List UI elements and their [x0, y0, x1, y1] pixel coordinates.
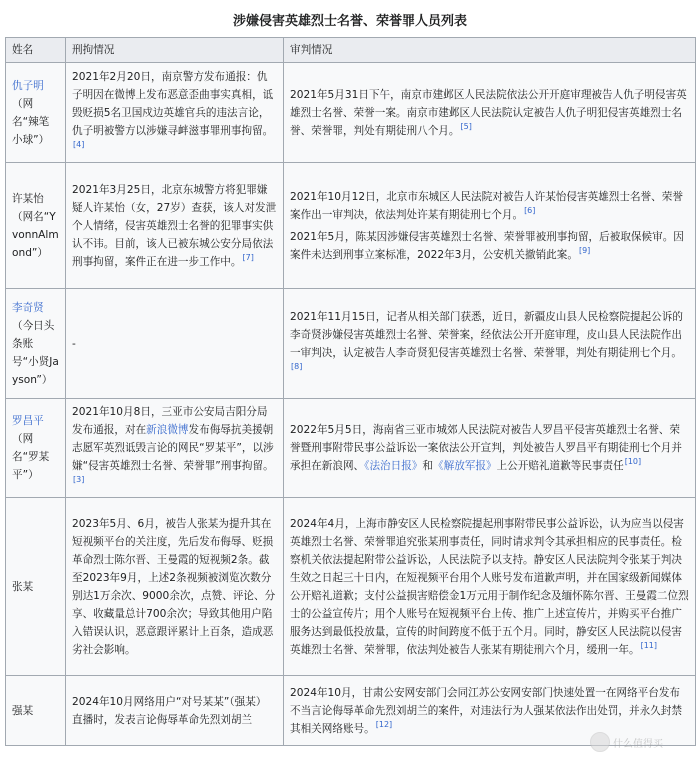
name-cell — [6, 498, 66, 676]
person-alias: （网名“辣笔小球”） — [12, 97, 50, 146]
watermark-logo-icon — [590, 732, 610, 752]
detention-text: 2023年5月、6月，被告人张某为提升其在短视频平台的关注度，先后发布侮辱、贬损革命烈士陈尔晋、王曼霞的短视频2条。截至2023年9月，上述2条视频被浏览次数分别达1万余次、9000余次，点赞、评论、分享、收藏量总计700余次；导致其他用户陷入错误认识，恶意跟评累计上百条，造成恶劣社会影响。 — [72, 517, 276, 656]
weibo-link[interactable]: 新浪微博 — [146, 424, 189, 436]
citation-link[interactable]: [7] — [242, 252, 254, 262]
detention-cell — [66, 289, 284, 399]
detention-text: 2021年3月25日，北京东城警方将犯罪嫌疑人许某怡（女，27岁）查获，该人对发泄个人情绪，侵害英雄烈士名誉的犯罪事实供认不讳。目前，该人已被东城公安分局依法刑事拘留，案件正在进一步工作中。 — [72, 183, 277, 268]
detention-text: 2024年10月网络用户“对号某某”（强某）直播时，发表言论侮辱革命先烈刘胡兰 — [72, 695, 267, 726]
trial-cell — [284, 289, 696, 399]
column-header-detention[interactable]: 刑拘情况 — [66, 38, 284, 63]
person-alias: 强某 — [12, 704, 34, 717]
person-link[interactable]: 李奇贤 — [12, 301, 44, 314]
trial-text: 2024年10月，甘肃公安网安部门会同江苏公安网安部门快速处置一在网络平台发布不当言论侮辱革命先烈刘胡兰的案件，对违法行为人强某依法作出处罚，并永久封禁其相关网络账号。[12] — [290, 686, 682, 735]
detention-cell — [66, 498, 284, 676]
person-alias: （网名“罗某平”） — [12, 433, 50, 481]
person-alias: 张某 — [12, 580, 34, 593]
citation-link[interactable]: [11] — [640, 640, 658, 650]
citation-link[interactable]: [3] — [73, 475, 85, 485]
citation-link[interactable]: [4] — [73, 139, 85, 149]
citation-link[interactable]: [5] — [460, 121, 472, 131]
trial-text: 2021年10月12日，北京市东城区人民法院对被告人许某怡侵害英雄烈士名誉、荣誉案作出一审判决，依法判处许某有期徒刑七个月。[6] — [290, 190, 683, 221]
persons-table — [5, 37, 696, 746]
person-link[interactable]: 仇子明 — [12, 79, 44, 92]
name-cell — [6, 399, 66, 498]
name-cell — [6, 676, 66, 746]
trial-cell — [284, 63, 696, 163]
trial-text: 2021年5月31日下午，南京市建邺区人民法院依法公开开庭审理被告人仇子明侵害英雄烈士名誉、荣誉一案。南京市建邺区人民法院认定被告人仇子明犯侵害英雄烈士名誉、荣誉罪，判处有期徒刑八个月。[5] — [290, 88, 687, 137]
column-header-name[interactable]: 姓名 — [6, 38, 66, 63]
jiefangjun-bao-link[interactable]: 《解放军报》 — [433, 460, 497, 472]
citation-link[interactable]: [9] — [578, 245, 591, 255]
person-alias: （今日头条账号“小贤Jayson”） — [12, 319, 59, 386]
name-cell — [6, 289, 66, 399]
detention-cell — [66, 676, 284, 746]
column-header-trial[interactable]: 审判情况 — [284, 38, 696, 63]
table-row — [6, 163, 696, 289]
table-row — [6, 498, 696, 676]
table-header-row — [6, 38, 696, 63]
citation-link[interactable]: [8] — [291, 361, 303, 371]
trial-text: 2021年11月15日，记者从相关部门获悉，近日，新疆皮山县人民检察院提起公诉的李奇贤涉嫌侵害英雄烈士名誉、荣誉案，经依法公开开庭审理，皮山县人民法院作出一审判决，认定被告人李奇贤犯侵害英雄烈士名誉、荣誉罪，判处有期徒刑七个月。[8] — [290, 310, 683, 371]
table-row — [6, 289, 696, 399]
trial-cell — [284, 498, 696, 676]
name-cell — [6, 163, 66, 289]
table-row — [6, 63, 696, 163]
detention-text: - — [72, 337, 76, 350]
citation-link[interactable]: [6] — [524, 205, 536, 215]
fazhi-ribao-link[interactable]: 《法治日报》 — [364, 460, 423, 472]
watermark — [590, 730, 694, 754]
detention-cell — [66, 163, 284, 289]
table-caption: 涉嫌侵害英雄烈士名誉、荣誉罪人员列表 — [232, 14, 467, 29]
table-row — [6, 399, 696, 498]
trial-text: 2021年5月，陈某因涉嫌侵害英雄烈士名誉、荣誉罪被刑事拘留，后被取保候审。因案件未达到刑事立案标准，2022年3月，公安机关撤销此案。[9] — [290, 230, 684, 261]
watermark-text: 什么值得买 — [613, 738, 663, 750]
citation-link[interactable]: [10] — [624, 457, 642, 467]
trial-cell — [284, 163, 696, 289]
name-cell — [6, 63, 66, 163]
person-alias: 许某怡（网名“YvonnAlmond”） — [12, 192, 59, 259]
trial-cell: 2022年5月5日，海南省三亚市城郊人民法院对被告人罗昌平侵害英雄烈士名誉、荣誉暨刑事附带民事公益诉讼一案依法公开宣判，判处被告人罗昌平有期徒刑七个月并承担在新浪网、《法治日报》和《解放军报》上公开赔礼道歉等民事责任[10] — [284, 399, 696, 498]
detention-text: 2021年2月20日，南京警方发布通报：仇子明因在微博上发布恶意歪曲事实真相，诋毁贬损5名卫国戍边英雄官兵的违法言论，仇子明被警方以涉嫌寻衅滋事罪刑事拘留。 — [72, 70, 274, 137]
citation-link[interactable]: [12] — [375, 719, 393, 729]
detention-cell: 2021年10月8日，三亚市公安局吉阳分局发布通报，对在新浪微博发布侮辱抗美援朝志愿军英烈诋毁言论的网民“罗某平”，以涉嫌“侵害英雄烈士名誉、荣誉罪”刑事拘留。[3] — [66, 399, 284, 498]
detention-cell — [66, 63, 284, 163]
person-link[interactable]: 罗昌平 — [12, 415, 44, 427]
trial-text: 2024年4月，上海市静安区人民检察院提起刑事附带民事公益诉讼，认为应当以侵害英雄烈士名誉、荣誉罪追究张某刑事责任，同时请求判令其承担相应的民事责任。检察机关依法提起附带公益诉讼，人民法院予以支持。静安区人民法院判令张某于判决生效之日起三十日内，在短视频平台用个人账号发布道歉声明，并在国家级新闻媒体公开赔礼道歉；支付公益损害赔偿金1万元用于制作纪念及缅怀陈尔晋、王曼霞二位烈士的公益宣传片；用个人账号在短视频平台上传、推广上述宣传片，并购买平台推广服务达到最低投放量，宣传的时间跨度不低于五个月。同时，静安区人民法院以侵害英雄烈士名誉、荣誉罪，依法判处被告人张某有期徒刑六个月，缓刑一年。[11] — [290, 517, 689, 656]
